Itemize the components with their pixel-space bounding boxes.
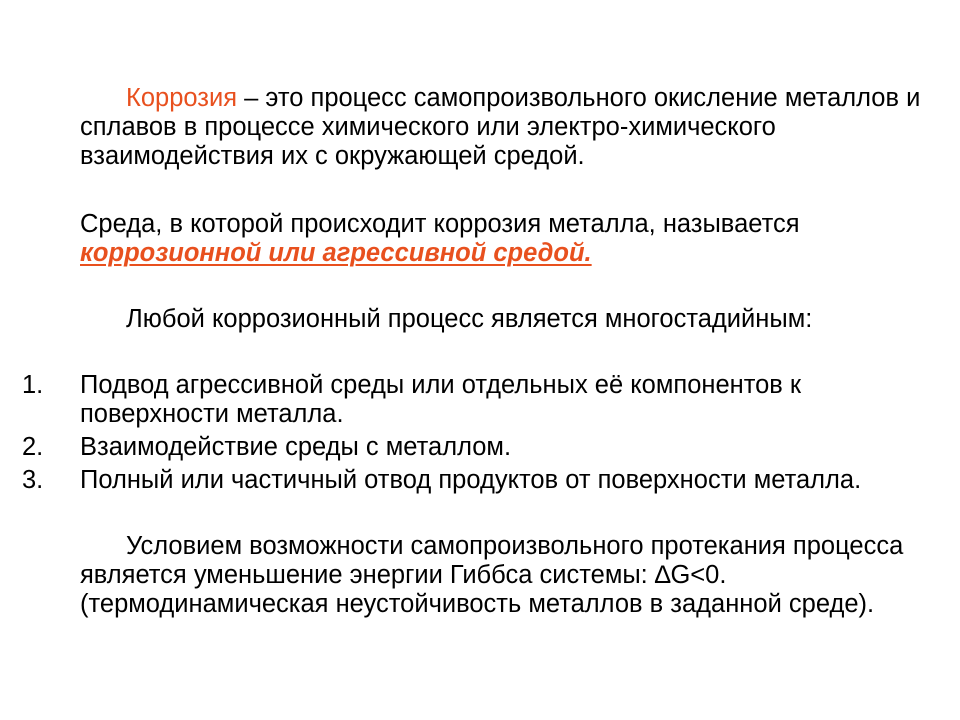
multistage-paragraph [80, 305, 930, 334]
stage-item [0, 433, 930, 462]
stage-item [0, 466, 930, 495]
stage-text: Подвод агрессивной среды или отдельных её компонентов к поверхности металла. [80, 371, 802, 428]
condition-text: Условием возможности самопроизвольного протекания процесса является уменьшение энергии Гиббса системы: ∆G<0.(термодинамическая неустойчивость металлов в заданной среде). [80, 532, 904, 618]
condition-paragraph [80, 532, 930, 619]
aggressive-medium-term: коррозионной или агрессивной средой. [80, 239, 592, 267]
corrosion-term: Коррозия [126, 84, 238, 112]
stage-item [0, 371, 930, 429]
definition-text: – это процесс самопроизвольного окисление металлов и сплавов в процессе химического или электро-химического взаимодействия их с окружающей средой. [80, 84, 921, 170]
stage-list [0, 371, 930, 499]
stage-text: Полный или частичный отвод продуктов от поверхности металла. [80, 466, 862, 494]
medium-text: Среда, в которой происходит коррозия металла, называется [80, 210, 800, 238]
medium-paragraph [80, 210, 930, 268]
stage-number: 2. [22, 433, 44, 461]
stage-number: 3. [22, 466, 44, 494]
stage-number: 1. [22, 371, 44, 399]
definition-paragraph [80, 84, 930, 171]
stage-text: Взаимодействие среды с металлом. [80, 433, 512, 461]
multistage-text: Любой коррозионный процесс является многостадийным: [126, 305, 813, 333]
